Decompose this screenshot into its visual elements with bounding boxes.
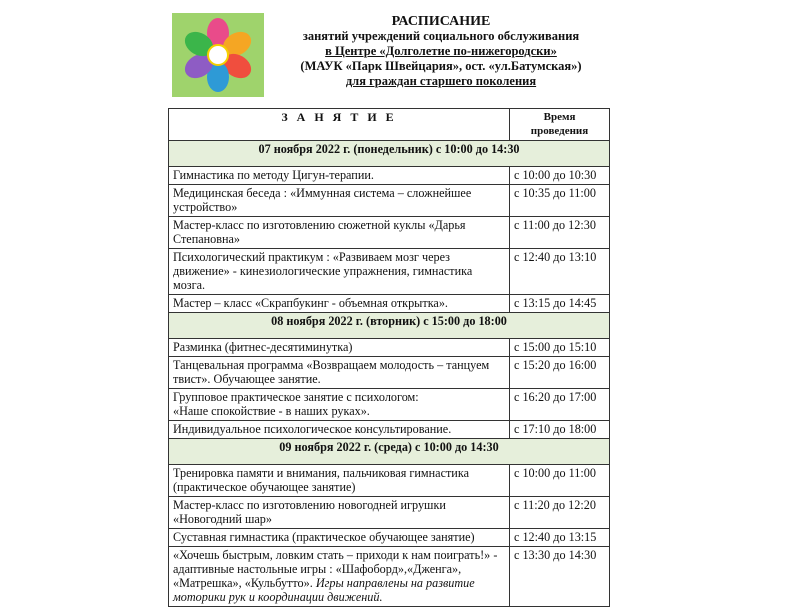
col-activity-header: З А Н Я Т И Е [169, 109, 510, 141]
day-label: 07 ноября 2022 г. (понедельник) с 10:00 до 14:30 [169, 141, 610, 167]
activity-line: Групповое практическое занятие с психологом: [173, 390, 419, 404]
time-cell: с 15:00 до 15:10 [510, 339, 610, 357]
time-cell: с 13:30 до 14:30 [510, 547, 610, 607]
flower-logo [172, 13, 264, 97]
activity-cell: Суставная гимнастика (практическое обучающее занятие) [169, 529, 510, 547]
activity-cell [169, 547, 510, 607]
activity-cell: Мастер-класс по изготовлению новогодней игрушки «Новогодний шар» [169, 497, 510, 529]
header-line-4: для граждан старшего поколения [345, 74, 537, 88]
col-time-header: Время проведения [510, 109, 610, 141]
activity-cell: Гимнастика по методу Цигун-терапии. [169, 167, 510, 185]
table-row [169, 167, 610, 185]
table-row [169, 547, 610, 607]
header-line-3: (МАУК «Парк Швейцария», ост. «ул.Батумская») [300, 59, 582, 73]
activity-cell: Психологический практикум : «Развиваем мозг через движение» - кинезиологические упражнения, гимнастика мозга. [169, 249, 510, 295]
table-row [169, 421, 610, 439]
table-row [169, 465, 610, 497]
time-cell: с 11:20 до 12:20 [510, 497, 610, 529]
time-cell: с 12:40 до 13:15 [510, 529, 610, 547]
table-row [169, 295, 610, 313]
activity-cell: Мастер – класс «Скрапбукинг - объемная открытка». [169, 295, 510, 313]
table-row [169, 389, 610, 421]
time-cell: с 10:00 до 11:00 [510, 465, 610, 497]
time-cell: с 11:00 до 12:30 [510, 217, 610, 249]
activity-text: «Хочешь быстрым, ловким стать – приходи к нам поиграть!» - адаптивные настольные игры : «Шафоборд»,«Дженга», «Матрешка», «Кульбутто». [173, 548, 498, 590]
time-cell: с 17:10 до 18:00 [510, 421, 610, 439]
table-row [169, 185, 610, 217]
time-cell: с 13:15 до 14:45 [510, 295, 610, 313]
table-row [169, 497, 610, 529]
header-line-1: занятий учреждений социального обслуживания [302, 29, 580, 43]
document-header [282, 14, 600, 89]
activity-note: Игры направлены на развитие моторики рук и координации движений. [173, 576, 475, 604]
document-title: РАСПИСАНИЕ [391, 14, 491, 29]
day-label: 09 ноября 2022 г. (среда) с 10:00 до 14:30 [169, 439, 610, 465]
activity-line: «Наше спокойствие - в наших руках». [173, 404, 370, 418]
header-line-2: в Центре «Долголетие по-нижегородски» [325, 44, 557, 58]
activity-cell [169, 389, 510, 421]
table-row [169, 217, 610, 249]
activity-cell: Медицинская беседа : «Иммунная система – сложнейшее устройство» [169, 185, 510, 217]
activity-cell: Мастер-класс по изготовлению сюжетной куклы «Дарья Степановна» [169, 217, 510, 249]
time-cell: с 16:20 до 17:00 [510, 389, 610, 421]
table-row [169, 357, 610, 389]
day-header-row [169, 141, 610, 167]
table-header-row [169, 109, 610, 141]
time-cell: с 10:00 до 10:30 [510, 167, 610, 185]
time-cell: с 12:40 до 13:10 [510, 249, 610, 295]
table-row [169, 529, 610, 547]
activity-cell: Разминка (фитнес-десятиминутка) [169, 339, 510, 357]
activity-cell: Тренировка памяти и внимания, пальчиковая гимнастика (практическое обучающее занятие) [169, 465, 510, 497]
activity-cell: Танцевальная программа «Возвращаем молодость – танцуем твист». Обучающее занятие. [169, 357, 510, 389]
table-row [169, 339, 610, 357]
time-cell: с 10:35 до 11:00 [510, 185, 610, 217]
activity-cell: Индивидуальное психологическое консультирование. [169, 421, 510, 439]
day-label: 08 ноября 2022 г. (вторник) с 15:00 до 18:00 [169, 313, 610, 339]
table-row [169, 249, 610, 295]
day-header-row [169, 313, 610, 339]
time-cell: с 15:20 до 16:00 [510, 357, 610, 389]
schedule-table [168, 108, 610, 607]
day-header-row [169, 439, 610, 465]
